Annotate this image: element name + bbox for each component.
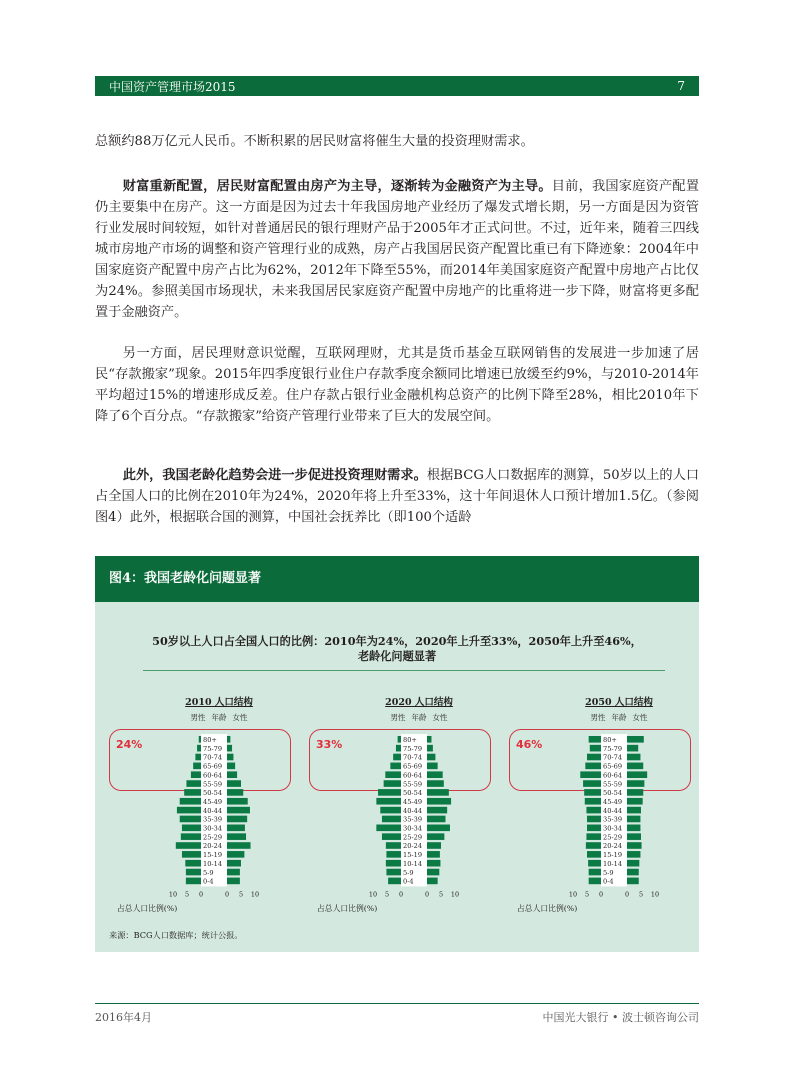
male-bar (382, 816, 401, 823)
male-bar (180, 816, 201, 823)
age-label: 年龄 (411, 713, 427, 722)
male-bar (384, 780, 401, 787)
female-bar (627, 807, 641, 814)
report-title: 中国资产管理市场2015 (109, 79, 236, 94)
male-bar (185, 860, 201, 867)
age-group-label: 80+ (603, 736, 617, 744)
paragraph-2-text: 另一方面，居民理财意识觉醒，互联网理财，尤其是货币基金互联网销售的发展进一步加速了居民“存款搬家”现象。2015年四季度银行业住户存款季度余额同比增速已放缓至约9%，与2010-2014年平均超过15%的增速形成反差。住户存款占银行业金融机构总资产的比例下降至28%，相比2010年下降了6个百分点。“存款搬家”给资产管理行业带来了巨大的发展空间。 (95, 346, 699, 424)
female-bar (627, 798, 643, 805)
pyramid-title: 2050 人口结构 (585, 697, 653, 708)
pyramid-title: 2010 人口结构 (185, 697, 253, 708)
male-bar (378, 789, 401, 796)
male-bar (199, 736, 201, 743)
female-bar (227, 789, 243, 796)
male-axis-tick: 0 (198, 890, 204, 899)
female-bar (627, 736, 644, 743)
male-bar (386, 851, 401, 858)
paragraph-0 (95, 131, 699, 152)
age-group-label: 30-34 (203, 824, 223, 833)
female-bar (227, 825, 245, 832)
age-group-label: 25-29 (603, 833, 623, 842)
female-bar (227, 771, 237, 778)
female-bar (627, 833, 641, 840)
male-bar (182, 825, 201, 832)
age-group-label: 5-9 (403, 868, 414, 877)
female-bar (427, 763, 438, 770)
female-bar (227, 745, 232, 752)
female-axis-tick: 0 (224, 890, 230, 899)
population-pyramid-svg (309, 694, 499, 899)
age-group-label: 20-24 (603, 842, 623, 851)
age-group-label: 50-54 (403, 789, 423, 798)
paragraph-0-text: 总额约88万亿元人民币。不断积累的居民财富将催生大量的投资理财需求。 (95, 134, 534, 149)
age-group-label: 45-49 (203, 797, 223, 806)
female-bar (627, 842, 642, 849)
female-axis-tick: 10 (250, 890, 260, 899)
female-axis-tick: 10 (450, 890, 460, 899)
female-bar (627, 869, 639, 876)
female-bar (427, 869, 439, 876)
female-bar (427, 860, 440, 867)
male-bar (182, 851, 201, 858)
age-group-label: 70-74 (403, 753, 423, 762)
female-bar (427, 807, 447, 814)
age-group-label: 45-49 (403, 797, 423, 806)
male-bar (186, 869, 201, 876)
female-bar (627, 789, 643, 796)
pyramid-2020 (309, 694, 499, 924)
female-bar (627, 745, 638, 752)
male-bar (585, 763, 601, 770)
female-bar (427, 745, 433, 752)
female-bar (627, 763, 643, 770)
age-group-label: 0-4 (203, 877, 214, 886)
male-bar (186, 878, 201, 885)
male-bar (587, 816, 601, 823)
age-group-label: 65-69 (603, 762, 623, 771)
female-bar (427, 816, 445, 823)
male-bar (586, 833, 601, 840)
age-label: 年龄 (211, 713, 227, 722)
age-group-label: 0-4 (403, 877, 414, 886)
age-group-label: 70-74 (603, 753, 623, 762)
male-bar (398, 736, 401, 743)
male-bar (586, 807, 601, 814)
male-bar (390, 763, 401, 770)
age-group-label: 30-34 (603, 824, 623, 833)
male-bar (177, 807, 201, 814)
age-group-label: 40-44 (403, 806, 423, 815)
over50-share: 33% (316, 738, 343, 751)
female-bar (227, 842, 251, 849)
female-bar (627, 771, 647, 778)
figure-4 (95, 556, 699, 952)
age-group-label: 0-4 (603, 877, 614, 886)
female-bar (427, 878, 438, 885)
female-bar (627, 754, 640, 761)
male-bar (197, 745, 201, 752)
female-axis-tick: 5 (438, 890, 444, 899)
male-bar (580, 771, 601, 778)
male-axis-tick: 5 (184, 890, 190, 899)
female-axis-tick: 0 (624, 890, 630, 899)
male-bar (586, 842, 601, 849)
footer-divider (95, 1003, 699, 1004)
female-bar (227, 878, 240, 885)
male-bar (585, 798, 601, 805)
pyramid-title: 2020 人口结构 (385, 697, 453, 708)
female-bar (627, 816, 640, 823)
male-bar (195, 754, 201, 761)
female-bar (627, 851, 640, 858)
figure-title: 图4：我国老龄化问题显著 (95, 556, 699, 602)
age-group-label: 65-69 (403, 762, 423, 771)
male-bar (583, 780, 601, 787)
age-group-label: 35-39 (603, 815, 623, 824)
male-bar (590, 745, 601, 752)
age-group-label: 80+ (203, 736, 217, 744)
age-group-label: 55-59 (603, 780, 623, 789)
male-bar (386, 869, 401, 876)
female-bar (227, 816, 247, 823)
female-bar (227, 736, 230, 743)
age-group-label: 40-44 (203, 806, 223, 815)
age-group-label: 80+ (403, 736, 417, 744)
age-group-label: 50-54 (603, 789, 623, 798)
female-label: 女性 (632, 713, 648, 722)
chart-title-line1: 50岁以上人口占全国人口的比例：2010年为24%，2020年上升至33%，2050年上升至46%， (152, 634, 642, 648)
female-bar (227, 780, 241, 787)
male-bar (386, 842, 401, 849)
female-bar (427, 833, 444, 840)
male-bar (376, 798, 401, 805)
age-group-label: 75-79 (403, 744, 423, 753)
age-group-label: 75-79 (603, 744, 623, 753)
female-label: 女性 (232, 713, 248, 722)
age-group-label: 15-19 (603, 851, 623, 860)
male-bar (587, 754, 601, 761)
over50-share: 46% (516, 738, 543, 751)
female-bar (427, 842, 441, 849)
male-bar (181, 833, 201, 840)
female-axis-tick: 0 (424, 890, 430, 899)
female-bar (427, 798, 451, 805)
age-group-label: 40-44 (603, 806, 623, 815)
male-bar (382, 833, 401, 840)
chart-title-line2: 老龄化问题显著 (357, 649, 437, 663)
age-group-label: 65-69 (203, 762, 223, 771)
male-bar (180, 798, 201, 805)
age-group-label: 45-49 (603, 797, 623, 806)
age-group-label: 55-59 (403, 780, 423, 789)
age-group-label: 60-64 (203, 771, 223, 780)
female-bar (227, 833, 246, 840)
female-bar (627, 780, 644, 787)
age-group-label: 70-74 (203, 753, 223, 762)
female-bar (227, 754, 233, 761)
paragraph-1 (95, 176, 699, 323)
age-group-label: 75-79 (203, 744, 223, 753)
paragraph-1-lead: 财富重新配置，居民财富配置由房产为主导，逐渐转为金融资产为主导。 (122, 179, 552, 194)
female-bar (227, 763, 235, 770)
female-bar (227, 798, 248, 805)
female-bar (627, 878, 639, 885)
figure-source: 来源：BCG人口数据库；统计公报。 (109, 930, 243, 940)
female-axis-tick: 10 (650, 890, 660, 899)
male-axis-tick: 10 (368, 890, 378, 899)
female-bar (427, 780, 444, 787)
male-bar (587, 851, 601, 858)
male-bar (385, 771, 401, 778)
male-axis-tick: 10 (568, 890, 578, 899)
male-bar (589, 736, 601, 743)
population-pyramid-svg (509, 694, 699, 899)
male-axis-tick: 5 (584, 890, 590, 899)
female-bar (627, 860, 639, 867)
chart-divider (143, 670, 665, 671)
page-header (95, 76, 699, 96)
male-bar (191, 771, 201, 778)
age-group-label: 50-54 (203, 789, 223, 798)
male-axis-tick: 0 (598, 890, 604, 899)
male-bar (589, 869, 601, 876)
female-axis-tick: 5 (238, 890, 244, 899)
pyramid-2050 (509, 694, 699, 924)
age-group-label: 35-39 (203, 815, 223, 824)
female-bar (427, 754, 435, 761)
female-label: 女性 (432, 713, 448, 722)
chart-title (95, 634, 699, 664)
male-axis-tick: 5 (384, 890, 390, 899)
female-bar (427, 736, 431, 743)
age-group-label: 10-14 (603, 859, 623, 868)
male-label: 男性 (390, 713, 406, 722)
paragraph-3-lead: 此外，我国老龄化趋势会进一步促进投资理财需求。 (122, 468, 427, 483)
female-bar (427, 771, 443, 778)
male-bar (186, 780, 201, 787)
male-bar (589, 878, 601, 885)
axis-label-2010: 占总人口比例(%) (117, 904, 178, 913)
page-number: 7 (677, 79, 685, 93)
female-bar (427, 825, 450, 832)
male-bar (393, 754, 401, 761)
age-group-label: 10-14 (203, 859, 223, 868)
age-group-label: 30-34 (403, 824, 423, 833)
male-bar (388, 878, 401, 885)
footer-date: 2016年4月 (95, 1011, 152, 1024)
axis-label-2020: 占总人口比例(%) (317, 904, 378, 913)
male-axis-tick: 10 (168, 890, 178, 899)
male-bar (588, 860, 601, 867)
female-bar (427, 789, 449, 796)
female-bar (227, 869, 240, 876)
age-group-label: 5-9 (603, 868, 614, 877)
age-group-label: 25-29 (203, 833, 223, 842)
age-label: 年龄 (611, 713, 627, 722)
male-bar (380, 807, 401, 814)
age-group-label: 20-24 (203, 842, 223, 851)
male-label: 男性 (190, 713, 206, 722)
male-bar (193, 763, 201, 770)
male-bar (584, 789, 601, 796)
age-group-label: 20-24 (403, 842, 423, 851)
age-group-label: 15-19 (403, 851, 423, 860)
male-bar (386, 860, 401, 867)
age-group-label: 5-9 (203, 868, 214, 877)
age-group-label: 10-14 (403, 859, 423, 868)
female-bar (227, 851, 244, 858)
population-pyramid-svg (109, 694, 299, 899)
male-axis-tick: 0 (398, 890, 404, 899)
paragraph-1-body: 目前，我国家庭资产配置仍主要集中在房产。这一方面是因为过去十年我国房地产业经历了爆发式增长期，另一方面是因为资管行业发展时间较短，如针对普通居民的银行理财产品于2005年才正式问世。不过，近年来，随着三四线城市房地产市场的调整和资产管理行业的成熟，房产占我国居民资产配置比重已有下降迹象：2004年中国家庭资产配置中房产占比为62%，2012年下降至55%，而2014年美国家庭资产配置中房地产占比仅为24%。参照美国市场现状，未来我国居民家庭资产配置中房地产的比重将进一步下降，财富将更多配置于金融资产。 (95, 179, 700, 320)
age-group-label: 55-59 (203, 780, 223, 789)
axis-label-2050: 占总人口比例(%) (517, 904, 578, 913)
female-bar (427, 851, 440, 858)
male-label: 男性 (590, 713, 606, 722)
age-group-label: 60-64 (403, 771, 423, 780)
age-group-label: 15-19 (203, 851, 223, 860)
pyramid-2010 (109, 694, 299, 924)
male-bar (376, 825, 401, 832)
paragraph-3 (95, 465, 699, 528)
male-bar (396, 745, 401, 752)
paragraph-2 (95, 343, 699, 427)
male-bar (176, 842, 201, 849)
female-bar (227, 807, 250, 814)
male-bar (184, 789, 201, 796)
age-group-label: 25-29 (403, 833, 423, 842)
male-bar (587, 825, 601, 832)
over50-share: 24% (116, 738, 143, 751)
footer-firm: 中国光大银行 • 波士顿咨询公司 (542, 1011, 699, 1024)
female-bar (627, 825, 640, 832)
age-group-label: 60-64 (603, 771, 623, 780)
female-axis-tick: 5 (638, 890, 644, 899)
age-group-label: 35-39 (403, 815, 423, 824)
female-bar (227, 860, 241, 867)
paragraph-3-body: 根据BCG人口数据库的测算，50岁以上的人口占全国人口的比例在2010年为24%，2020年将上升至33%，这十年间退休人口预计增加1.5亿。（参阅图4）此外，根据联合国的测算，中国社会抚养比（即100个适龄 (95, 468, 700, 525)
